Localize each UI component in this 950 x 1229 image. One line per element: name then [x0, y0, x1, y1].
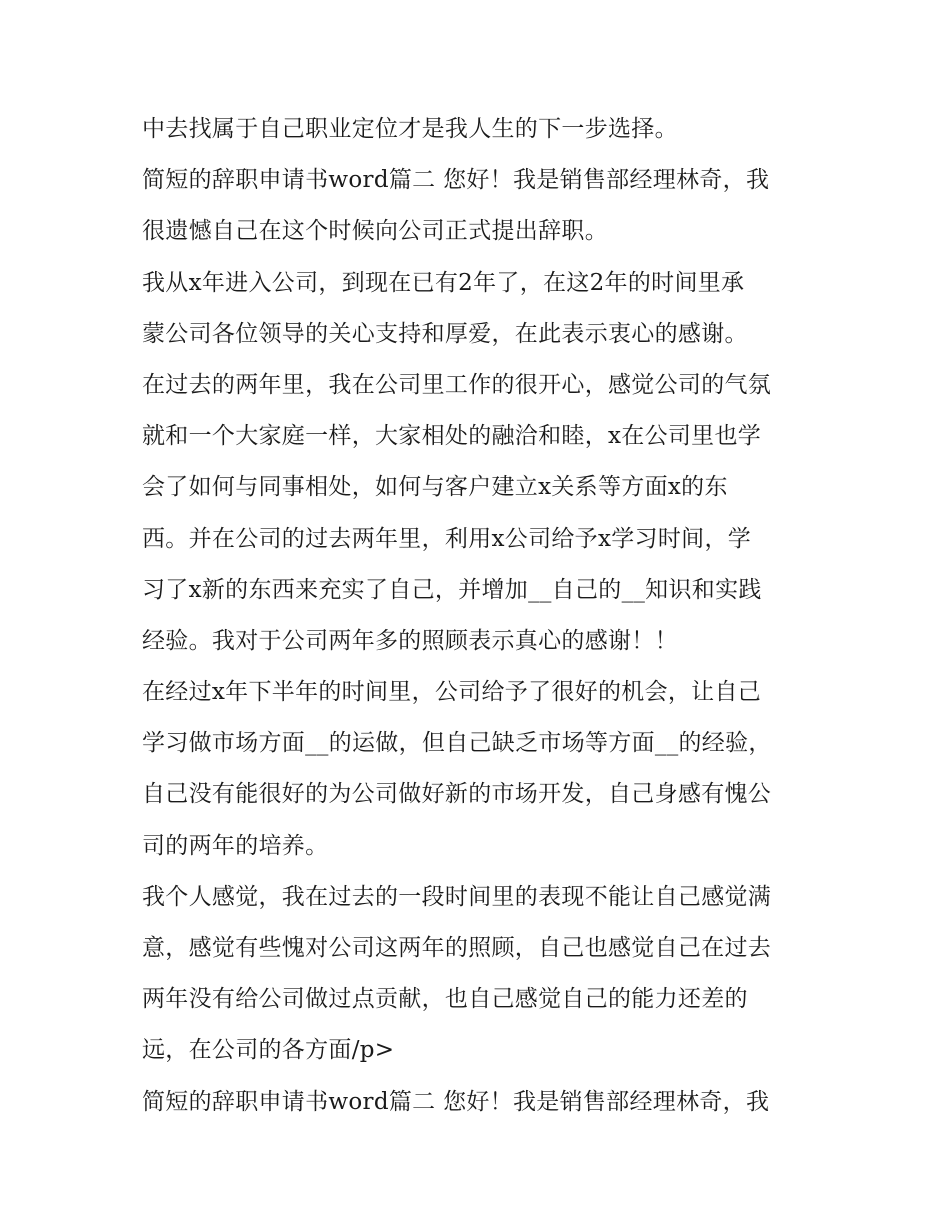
text-line: 习了x新的东西来充实了自己，并增加__自己的__知识和实践 — [142, 576, 762, 603]
document-body — [142, 104, 822, 1128]
text-line: 自己没有能很好的为公司做好新的市场开发，自己身感有愧公 — [142, 781, 772, 808]
text-line: 在经过x年下半年的时间里，公司给予了很好的机会，让自己 — [142, 679, 762, 706]
text-line: 学习做市场方面__的运做，但自己缺乏市场等方面__的经验， — [142, 730, 772, 757]
text-line: 会了如何与同事相处，如何与客户建立x关系等方面x的东 — [142, 474, 728, 501]
text-line: 简短的辞职申请书word篇二 您好！我是销售部经理林奇，我 — [142, 167, 770, 194]
text-line: 经验。我对于公司两年多的照顾表示真心的感谢！！ — [142, 627, 678, 654]
text-line: 就和一个大家庭一样，大家相处的融洽和睦，x在公司里也学 — [142, 423, 762, 450]
text-line: 意，感觉有些愧对公司这两年的照顾，自己也感觉自己在过去 — [142, 935, 772, 961]
text-line: 司的两年的培养。 — [142, 832, 329, 859]
text-line: 在过去的两年里，我在公司里工作的很开心，感觉公司的气氛 — [142, 371, 772, 398]
text-line: 简短的辞职申请书word篇二 您好！我是销售部经理林奇，我 — [142, 1088, 770, 1115]
text-line: 蒙公司各位领导的关心支持和厚爱，在此表示衷心的感谢。 — [142, 320, 748, 347]
text-line: 远，在公司的各方面/p> — [142, 1037, 395, 1064]
text-line: 中去找属于自己职业定位才是我人生的下一步选择。 — [142, 116, 678, 142]
text-line: 西。并在公司的过去两年里，利用x公司给予x学习时间，学 — [142, 525, 752, 552]
text-line: 我从x年进入公司，到现在已有2年了，在这2年的时间里承 — [142, 269, 745, 296]
text-line: 两年没有给公司做过点贡献，也自己感觉自己的能力还差的 — [142, 986, 748, 1013]
text-line: 很遗憾自己在这个时候向公司正式提出辞职。 — [142, 218, 608, 245]
text-line: 我个人感觉，我在过去的一段时间里的表现不能让自己感觉满 — [142, 883, 772, 910]
